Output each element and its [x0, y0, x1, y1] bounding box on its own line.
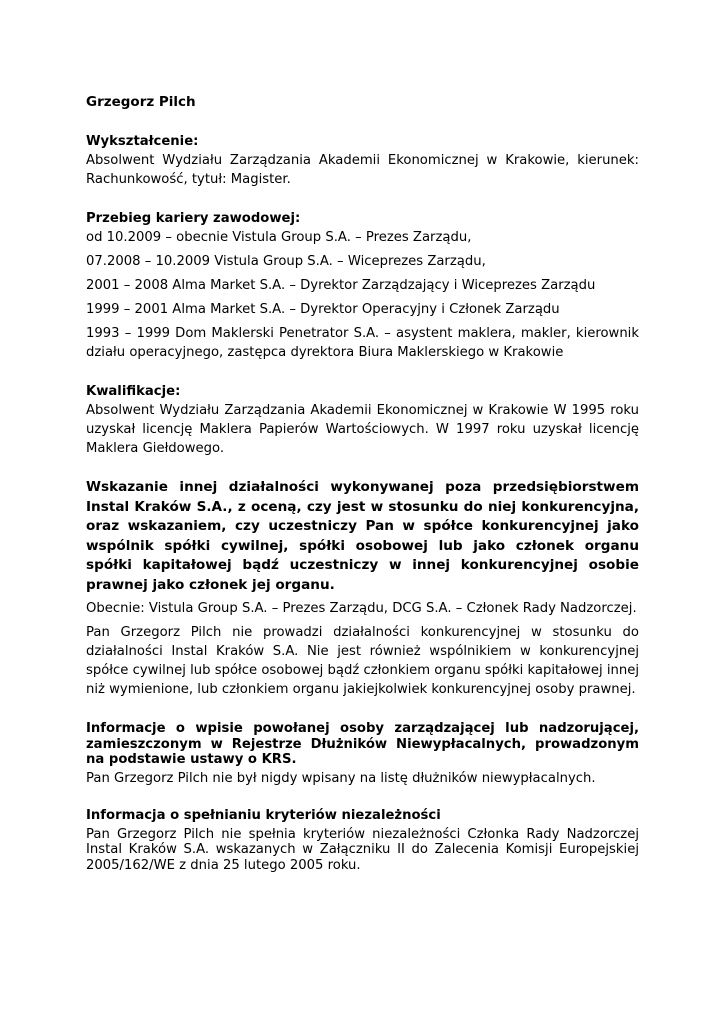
registry-text: Pan Grzegorz Pilch nie był nigdy wpisany na listę dłużników niewypłacalnych.: [86, 770, 596, 786]
qualifications-section: [86, 382, 639, 458]
education-heading: Wykształcenie:: [86, 134, 199, 149]
career-item: 1999 – 2001 Alma Market S.A. – Dyrektor Operacyjny i Członek Zarządu: [86, 302, 560, 317]
document-page: [86, 93, 639, 873]
career-item: 07.2008 – 10.2009 Vistula Group S.A. – Wiceprezes Zarządu,: [86, 254, 486, 269]
person-name: Grzegorz Pilch: [86, 94, 196, 110]
career-item: 1993 – 1999 Dom Maklerski Penetrator S.A. – asystent maklera, makler, kierownik działu operacyjnego, zastępca dyrektora Biura Maklerskiego w Krakowie: [86, 326, 639, 360]
qualifications-heading: Kwalifikacje:: [86, 384, 181, 399]
education-text: Absolwent Wydziału Zarządzania Akademii Ekonomicznej w Krakowie, kierunek: Rachunkowość, tytuł: Magister.: [86, 153, 639, 187]
independence-text: Pan Grzegorz Pilch nie spełnia kryteriów niezależności Członka Rady Nadzorczej Instal Kraków S.A. wskazanych w Załączniku II do Zalecenia Komisji Europejskiej 2005/162/WE z dnia 25 lutego 2005 roku.: [86, 826, 639, 873]
other-activity-text: Pan Grzegorz Pilch nie prowadzi działalności konkurencyjnej w stosunku do działalności Instal Kraków S.A. Nie jest również wspólnikiem w konkurencyjnej spółce cywilnej lub spółce osobowej bądź członkiem organu spółki kapitałowej innej niż wymienione, lub członkiem organu jakiejkolwiek konkurencyjnej osoby prawnej.: [86, 625, 639, 697]
other-activity-current: Obecnie: Vistula Group S.A. – Prezes Zarządu, DCG S.A. – Członek Rady Nadzorczej.: [86, 601, 637, 616]
qualifications-text: Absolwent Wydziału Zarządzania Akademii Ekonomicznej w Krakowie W 1995 roku uzyskał licencję Maklera Papierów Wartościowych. W 1997 roku uzyskał licencję Maklera Giełdowego.: [86, 403, 639, 456]
career-heading: Przebieg kariery zawodowej:: [86, 211, 301, 226]
career-section: [86, 209, 639, 362]
registry-section: [86, 721, 639, 786]
independence-section: [86, 808, 639, 873]
other-activity-section: [86, 478, 639, 699]
career-item: 2001 – 2008 Alma Market S.A. – Dyrektor Zarządzający i Wiceprezes Zarządu: [86, 278, 596, 293]
registry-heading: Informacje o wpisie powołanej osoby zarządzającej lub nadzorującej, zamieszczonym w Rejestrze Dłużników Niewypłacalnych, prowadzonym na podstawie ustawy o KRS.: [86, 721, 639, 767]
career-item: od 10.2009 – obecnie Vistula Group S.A. – Prezes Zarządu,: [86, 230, 472, 245]
other-activity-heading: Wskazanie innej działalności wykonywanej poza przedsiębiorstwem Instal Kraków S.A., z oceną, czy jest w stosunku do niej konkurencyjna, oraz wskazaniem, czy uczestniczy Pan w spółce konkurencyjnej jako wspólnik spółki cywilnej, spółki osobowej lub jako członek organu spółki kapitałowej bądź uczestniczy w innej konkurencyjnej osobie prawnej jako członek jej organu.: [86, 479, 639, 593]
education-section: [86, 132, 639, 189]
independence-heading: Informacja o spełnianiu kryteriów niezależności: [86, 808, 441, 823]
